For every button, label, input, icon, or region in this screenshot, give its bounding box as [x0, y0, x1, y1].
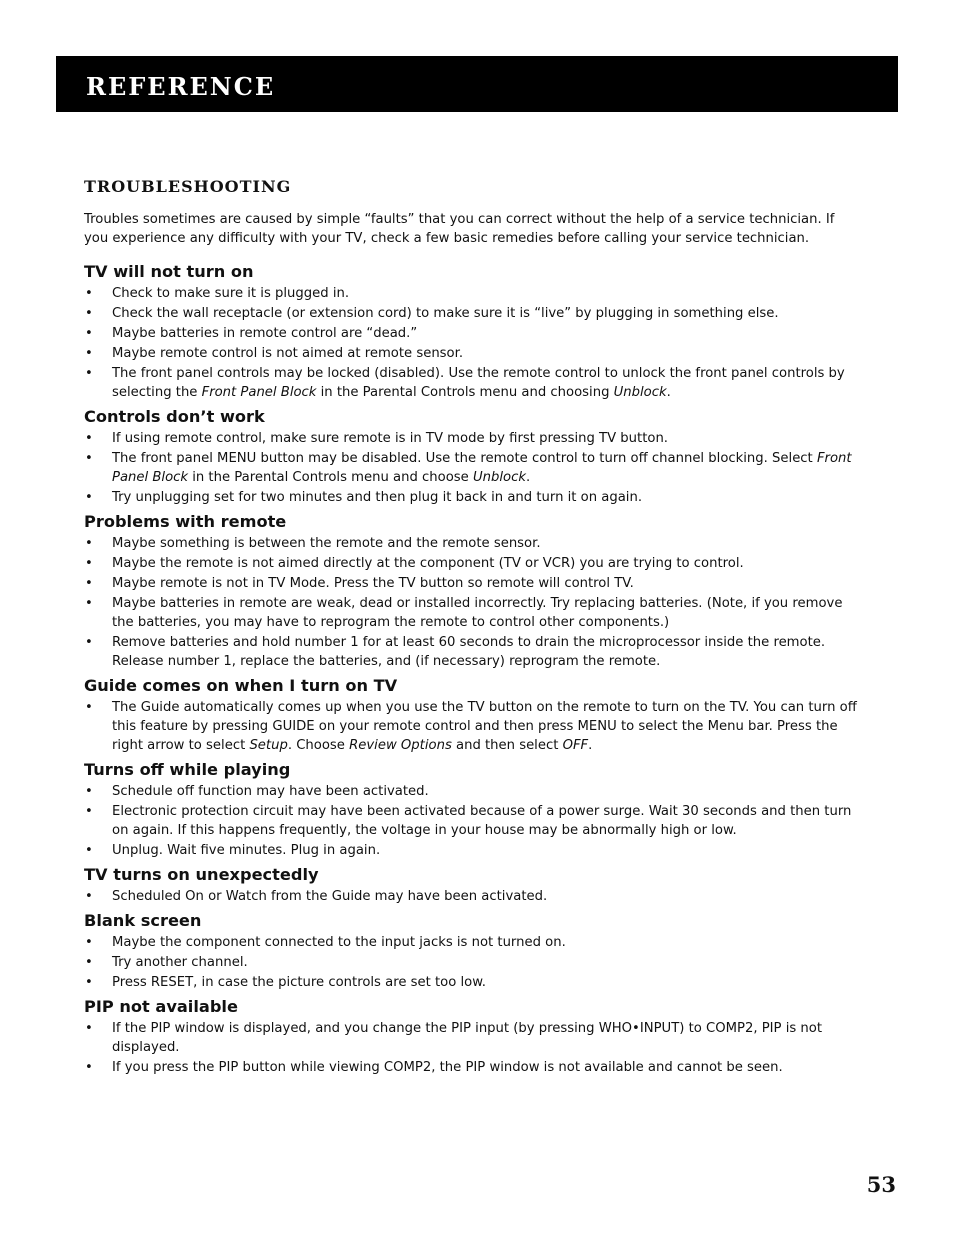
list-item	[84, 574, 859, 593]
text-segment: Check to make sure it is plugged in.	[112, 285, 350, 301]
menu-term: OFF	[562, 737, 589, 753]
bullet-list	[84, 534, 859, 671]
group-title: TV will not turn on	[84, 261, 254, 281]
bullet-list	[84, 429, 859, 507]
menu-term: Review Options	[349, 737, 452, 753]
text-segment: .	[588, 737, 593, 753]
banner-title: reference	[86, 64, 276, 104]
list-item	[84, 802, 859, 840]
list-item	[84, 344, 859, 363]
troubleshooting-group	[84, 261, 859, 402]
list-item	[84, 324, 859, 343]
bullet-list	[84, 1019, 859, 1077]
menu-term: Unblock	[472, 469, 526, 485]
list-item	[84, 534, 859, 553]
bullet-list	[84, 933, 859, 992]
text-segment: and then select	[451, 737, 563, 753]
text-segment: If you press the PIP button while viewing COMP2, the PIP window is not available and cannot be seen.	[112, 1059, 783, 1075]
text-segment: The front panel controls may be locked (disabled). Use the remote control to unlock the front panel controls by selecting the	[112, 365, 845, 400]
menu-term: Front Panel Block	[201, 384, 317, 400]
list-item	[84, 364, 859, 402]
group-title: PIP not available	[84, 996, 238, 1016]
text-segment: Maybe remote is not in TV Mode. Press the TV button so remote will control TV.	[112, 575, 634, 591]
text-segment: in the Parental Controls menu and choosing	[316, 384, 614, 400]
text-segment: Scheduled On or Watch from the Guide may have been activated.	[112, 888, 548, 904]
section-title: troubleshooting	[84, 171, 292, 198]
group-title: Controls don’t work	[84, 406, 265, 426]
main-content	[84, 171, 859, 1081]
text-segment: Check the wall receptacle (or extension cord) to make sure it is “live” by plugging in something else.	[112, 305, 779, 321]
troubleshooting-groups	[84, 261, 859, 1077]
intro-paragraph: Troubles sometimes are caused by simple “faults” that you can correct without the help of a service technician. If you experience any difficulty with your TV, check a few basic remedies before calling your service technician.	[84, 211, 835, 246]
group-title: Problems with remote	[84, 511, 287, 531]
text-segment: If using remote control, make sure remote is in TV mode by first pressing TV button.	[112, 430, 668, 446]
text-segment: Electronic protection circuit may have been activated because of a power surge. Wait 30 seconds and then turn on again. If this happens frequently, the voltage in your house may be abnormally high or low.	[112, 803, 852, 838]
list-item	[84, 933, 859, 952]
bullet-list	[84, 284, 859, 402]
text-segment: Maybe remote control is not aimed at remote sensor.	[112, 345, 464, 361]
troubleshooting-group	[84, 511, 859, 671]
troubleshooting-group	[84, 675, 859, 755]
list-item	[84, 554, 859, 573]
text-segment: Maybe batteries in remote control are “dead.”	[112, 325, 418, 341]
text-segment: in the Parental Controls menu and choose	[188, 469, 473, 485]
text-segment: Press RESET, in case the picture controls are set too low.	[112, 974, 486, 990]
list-item	[84, 284, 859, 303]
group-title: Turns off while playing	[84, 759, 291, 779]
text-segment: .	[666, 384, 671, 400]
list-item	[84, 698, 859, 755]
troubleshooting-group	[84, 759, 859, 860]
list-item	[84, 841, 859, 860]
list-item	[84, 887, 859, 906]
header-banner	[56, 56, 898, 112]
text-segment: Unplug. Wait five minutes. Plug in again.	[112, 842, 381, 858]
text-segment: Try unplugging set for two minutes and then plug it back in and turn it on again.	[112, 489, 643, 505]
bullet-list	[84, 887, 859, 906]
group-title: Blank screen	[84, 910, 202, 930]
text-segment: Maybe batteries in remote are weak, dead or installed incorrectly. Try replacing batteries. (Note, if you remove the batteries, you may have to reprogram the remote to control other components.)	[112, 595, 843, 630]
list-item	[84, 488, 859, 507]
text-segment: . Choose	[287, 737, 350, 753]
menu-term: Setup	[249, 737, 288, 753]
text-segment: Schedule off function may have been activated.	[112, 783, 429, 799]
text-segment: The front panel MENU button may be disabled. Use the remote control to turn off channel blocking. Select	[112, 450, 817, 466]
page-number: 53	[866, 1172, 896, 1197]
list-item	[84, 782, 859, 801]
text-segment: Maybe the component connected to the input jacks is not turned on.	[112, 934, 566, 950]
troubleshooting-group	[84, 910, 859, 992]
list-item	[84, 1019, 859, 1057]
list-item	[84, 953, 859, 972]
list-item	[84, 304, 859, 323]
bullet-list	[84, 698, 859, 755]
text-segment: Maybe the remote is not aimed directly at the component (TV or VCR) you are trying to control.	[112, 555, 744, 571]
troubleshooting-group	[84, 406, 859, 507]
list-item	[84, 594, 859, 632]
text-segment: Remove batteries and hold number 1 for at least 60 seconds to drain the microprocessor inside the remote. Release number 1, replace the batteries, and (if necessary) reprogram the remote.	[112, 634, 826, 669]
text-segment: The Guide automatically comes up when you use the TV button on the remote to turn on the TV. You can turn off this feature by pressing GUIDE on your remote control and then press MENU to select the Menu bar. Press the right arrow to select	[112, 699, 857, 753]
text-segment: If the PIP window is displayed, and you change the PIP input (by pressing WHO•INPUT) to COMP2, PIP is not displayed.	[112, 1020, 823, 1055]
text-segment: Try another channel.	[112, 954, 248, 970]
group-title: TV turns on unexpectedly	[84, 864, 319, 884]
list-item	[84, 429, 859, 448]
bullet-list	[84, 782, 859, 860]
text-segment: Maybe something is between the remote and the remote sensor.	[112, 535, 541, 551]
list-item	[84, 973, 859, 992]
text-segment: .	[525, 469, 531, 485]
menu-term: Front Panel Block	[112, 450, 852, 485]
troubleshooting-group	[84, 996, 859, 1077]
group-title: Guide comes on when I turn on TV	[84, 675, 398, 695]
troubleshooting-group	[84, 864, 859, 906]
list-item	[84, 633, 859, 671]
list-item	[84, 449, 859, 487]
menu-term: Unblock	[613, 384, 667, 400]
list-item	[84, 1058, 859, 1077]
